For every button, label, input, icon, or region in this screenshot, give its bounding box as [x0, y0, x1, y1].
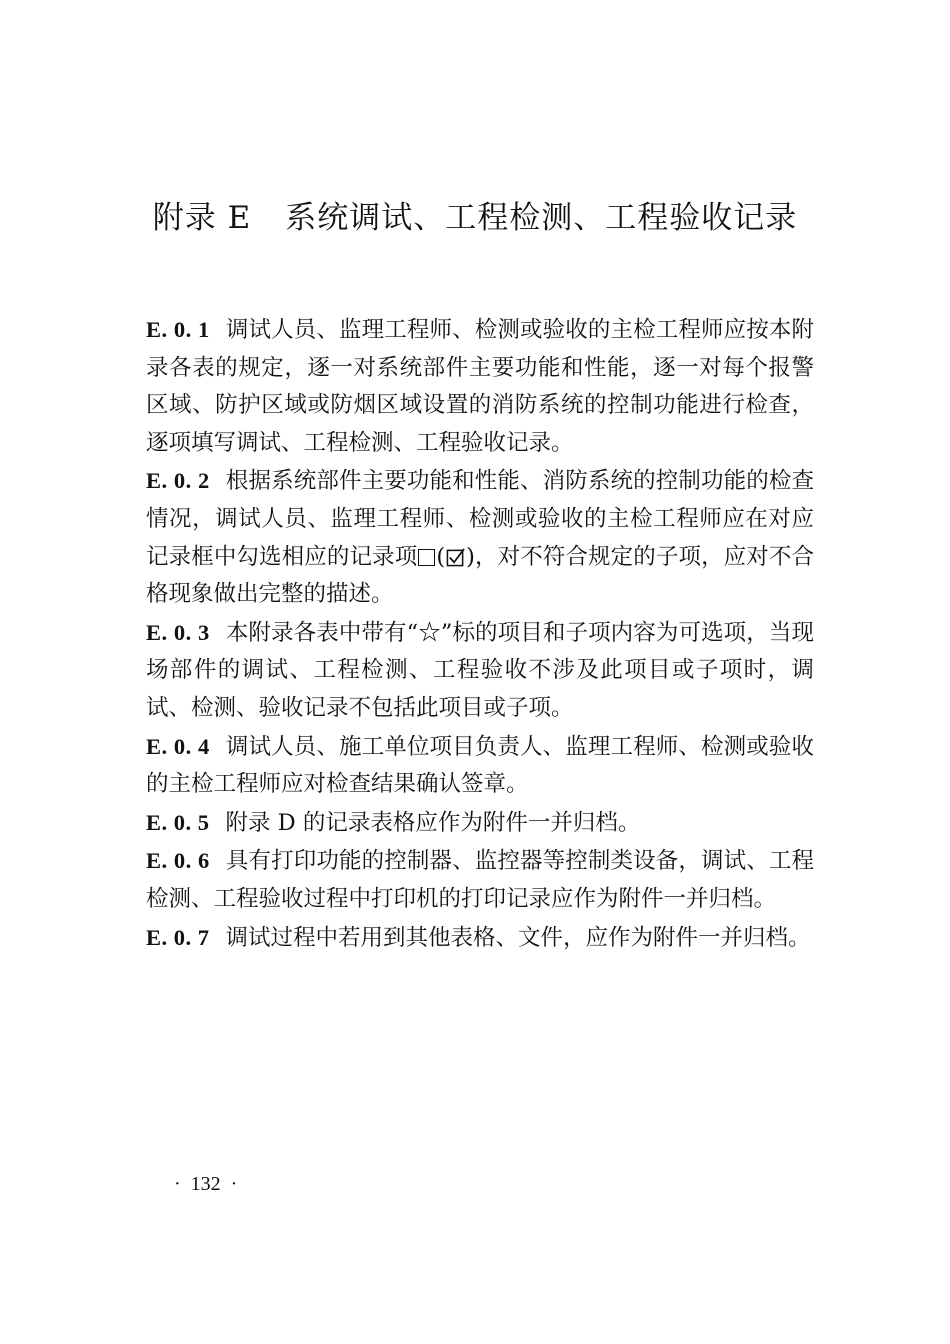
clause-e-0-2 [146, 462, 814, 613]
clause-number: E. 0. 4 [146, 733, 210, 759]
clause-text: 调试人员、施工单位项目负责人、监理工程师、检测或验收的主检工程师应对检查结果确认签章。 [146, 733, 814, 798]
clause-text: 根据系统部件主要功能和性能、消防系统的控制功能的检查情况，调试人员、监理工程师、检测或验收的主检工程师应在对应记录框中勾选相应的记录项 [146, 468, 814, 570]
clause-text: 调试过程中若用到其他表格、文件，应作为附件一并归档。 [225, 924, 811, 951]
clause-number: E. 0. 6 [146, 848, 210, 874]
page-number [0, 1169, 400, 1199]
clause-e-0-5 [146, 804, 814, 843]
empty-checkbox-icon [418, 549, 435, 566]
appendix-letter: E [227, 200, 252, 236]
clause-number: E. 0. 7 [146, 924, 210, 950]
appendix-title-text: 系统调试、工程检测、工程验收记录 [285, 200, 798, 236]
clause-e-0-3 [146, 614, 814, 728]
clause-number: E. 0. 5 [146, 809, 210, 835]
clause-number: E. 0. 3 [146, 619, 210, 645]
clause-text: 具有打印功能的控制器、监控器等控制类设备，调试、工程检测、工程验收过程中打印机的打印记录应作为附件一并归档。 [146, 848, 814, 912]
checked-checkbox-icon [446, 548, 465, 567]
clause-text: 本附录各表中带有“☆”标的项目和子项内容为可选项，当现场部件的调试、工程检测、工程验收不涉及此项目或子项时，调试、检测、验收记录不包括此项目或子项。 [146, 619, 814, 721]
appendix-label: 附录 [152, 200, 217, 236]
clause-text: )，对不符合规定的子项，应对不合格现象做出完整的描述。 [146, 543, 814, 608]
clause-e-0-4 [146, 728, 814, 804]
clause-e-0-1 [146, 311, 814, 462]
page-number-bullet-right: · [230, 1173, 238, 1195]
clause-text: 附录 D 的记录表格应作为附件一并归档。 [225, 809, 641, 836]
page-number-bullet-left: · [174, 1173, 181, 1195]
clause-text: 调试人员、监理工程师、检测或验收的主检工程师应按本附录各表的规定，逐一对系统部件主要功能和性能，逐一对每个报警区域、防护区域或防烟区域设置的消防系统的控制功能进行检查，逐项填写调试、工程检测、工程验收记录。 [146, 317, 814, 456]
appendix-title [0, 196, 950, 240]
clause-e-0-7 [146, 919, 814, 958]
appendix-body [146, 311, 814, 957]
clause-e-0-6 [146, 842, 814, 918]
clause-number: E. 0. 1 [146, 317, 210, 342]
clause-text-paren: ( [436, 543, 446, 570]
clause-number: E. 0. 2 [146, 468, 210, 494]
page-number-value: 132 [190, 1173, 221, 1195]
